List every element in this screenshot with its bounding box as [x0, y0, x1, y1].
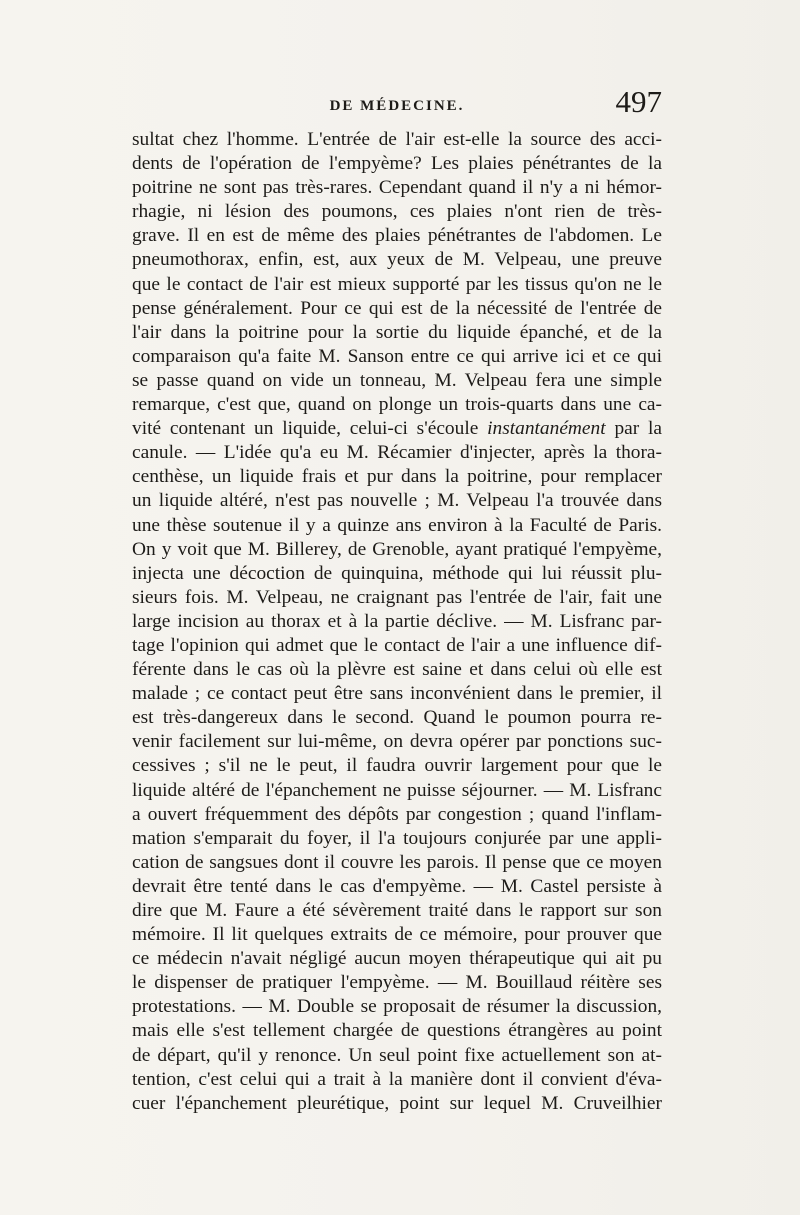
text-segment: vité contenant un liquide, celui-ci s'écoule	[132, 418, 479, 440]
text-line: sultat chez l'homme. L'entrée de l'air est-elle la source des acci-	[132, 129, 662, 150]
text-line: devrait être tenté dans le cas d'empyème. — M. Castel persiste à	[132, 875, 662, 897]
text-line: que le contact de l'air est mieux supporté par les tissus qu'on ne le	[132, 273, 662, 295]
text-line: mation s'emparait du foyer, il l'a toujours conjurée par une appli-	[132, 827, 662, 849]
text-line: tention, c'est celui qui a trait à la manière dont il convient d'éva-	[132, 1068, 662, 1090]
text-line: poitrine ne sont pas très-rares. Cependant quand il n'y a ni hémor-	[132, 177, 662, 199]
text-line: venir facilement sur lui-même, on devra opérer par ponctions suc-	[132, 731, 662, 753]
text-line: dire que M. Faure a été sévèrement traité dans le rapport sur son	[132, 900, 662, 921]
text-line: se passe quand on vide un tonneau, M. Velpeau fera une simple	[132, 369, 662, 391]
text-line: grave. Il en est de même des plaies pénétrantes de l'abdomen. Le	[132, 225, 662, 247]
text-line: est très-dangereux dans le second. Quand le poumon pourra re-	[132, 707, 662, 729]
text-line: mais elle s'est tellement chargée de questions étrangères au point	[132, 1020, 662, 1042]
text-line: On y voit que M. Billerey, de Grenoble, ayant pratiqué l'empyème,	[132, 538, 662, 560]
text-line: a ouvert fréquemment des dépôts par congestion ; quand l'inflam-	[132, 803, 662, 825]
text-line: ce médecin n'avait négligé aucun moyen thérapeutique qui ait pu	[132, 948, 662, 970]
text-line: férente dans le cas où la plèvre est saine et dans celui où elle est	[132, 659, 662, 681]
text-line-with-italic	[132, 417, 662, 441]
text-line: centhèse, un liquide frais et pur dans la poitrine, pour remplacer	[132, 466, 662, 488]
text-line: dents de l'opération de l'empyème? Les plaies pénétrantes de la	[132, 153, 662, 175]
text-line: injecta une décoction de quinquina, méthode qui lui réussit plu-	[132, 562, 662, 584]
page-number: 497	[615, 84, 662, 119]
text-line: tage l'opinion qui admet que le contact de l'air a une influence dif-	[132, 634, 662, 656]
text-line: cation de sangsues dont il couvre les parois. Il pense que ce moyen	[132, 851, 662, 873]
text-line: sieurs fois. M. Velpeau, ne craignant pas l'entrée de l'air, fait une	[132, 586, 662, 608]
text-line: pneumothorax, enfin, est, aux yeux de M. Velpeau, une preuve	[132, 249, 662, 271]
text-line: comparaison qu'a faite M. Sanson entre ce qui arrive ici et ce qui	[132, 345, 662, 367]
text-line: de départ, qu'il y renonce. Un seul point fixe actuellement son at-	[132, 1044, 662, 1066]
text-line: large incision au thorax et à la partie déclive. — M. Lisfranc par-	[132, 610, 662, 632]
italic-word: instantanément	[487, 418, 606, 440]
text-line: malade ; ce contact peut être sans inconvénient dans le premier, il	[132, 683, 662, 705]
text-line: le dispenser de pratiquer l'empyème. — M. Bouillaud réitère ses	[132, 972, 662, 994]
text-line: mémoire. Il lit quelques extraits de ce mémoire, pour prouver que	[132, 924, 662, 946]
running-title: DE MÉDECINE.	[329, 98, 465, 114]
text-line: remarque, c'est que, quand on plonge un trois-quarts dans une ca-	[132, 394, 662, 416]
text-line: une thèse soutenue il y a quinze ans environ à la Faculté de Paris.	[132, 514, 662, 536]
text-line: pense généralement. Pour ce qui est de la nécessité de l'entrée de	[132, 297, 662, 319]
text-line: cuer l'épanchement pleurétique, point sur lequel M. Cruveilhier	[132, 1092, 662, 1114]
text-segment: par la	[614, 418, 662, 440]
body-text	[132, 128, 662, 1116]
text-line: rhagie, ni lésion des poumons, ces plaies n'ont rien de très-	[132, 201, 662, 223]
text-line: canule. — L'idée qu'a eu M. Récamier d'injecter, après la thora-	[132, 442, 662, 464]
text-line: cessives ; s'il ne le peut, il faudra ouvrir largement pour que le	[132, 755, 662, 777]
text-line: liquide altéré de l'épanchement ne puisse séjourner. — M. Lisfranc	[132, 779, 662, 801]
text-line: l'air dans la poitrine pour la sortie du liquide épanché, et de la	[132, 321, 662, 343]
text-line: protestations. — M. Double se proposait de résumer la discussion,	[132, 996, 662, 1018]
text-line: un liquide altéré, n'est pas nouvelle ; M. Velpeau l'a trouvée dans	[132, 490, 662, 512]
running-head	[132, 86, 662, 122]
